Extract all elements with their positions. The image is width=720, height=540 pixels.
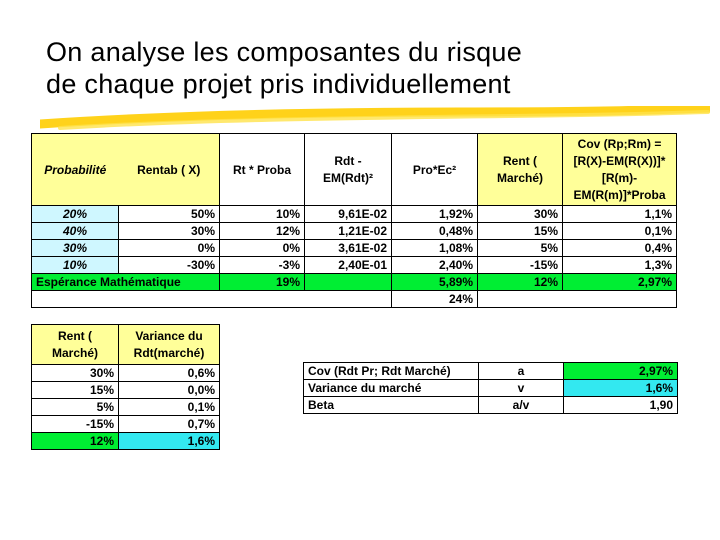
- cell-proec: 1,08%: [392, 240, 478, 257]
- cell-proba: 10%: [32, 257, 119, 274]
- header-rent-marche: Rent ( Marché): [32, 325, 119, 365]
- expectation-rtproba: 19%: [220, 274, 305, 291]
- cell-cov: 0,1%: [563, 223, 677, 240]
- cell-rentm: -15%: [32, 416, 119, 433]
- cell-rentab: 50%: [119, 206, 220, 223]
- header-rdt-ecart: Rdt - EM(Rdt)²: [305, 134, 392, 206]
- expectation-rentm: 12%: [478, 274, 563, 291]
- cell-rentab: 30%: [119, 223, 220, 240]
- cell-proba: 40%: [32, 223, 119, 240]
- cell-proba: 20%: [32, 206, 119, 223]
- title-line-2: de chaque projet pris individuellement: [46, 69, 511, 99]
- cell-symbol: a/v: [479, 397, 564, 414]
- header-rent-marche: Rent ( Marché): [478, 134, 563, 206]
- beta-table: [303, 362, 678, 414]
- cell-rtproba: 12%: [220, 223, 305, 240]
- cell-label: Cov (Rdt Pr; Rdt Marché): [304, 363, 479, 380]
- cell-rdt: 1,21E-02: [305, 223, 392, 240]
- table-row: [32, 399, 220, 416]
- expectation-rdt-empty: [305, 274, 392, 291]
- table-row: [32, 223, 677, 240]
- stddev-value: 24%: [392, 291, 478, 308]
- table-row: [32, 416, 220, 433]
- risk-components-table: [31, 133, 677, 308]
- cell-proec: 1,92%: [392, 206, 478, 223]
- table-row: [32, 257, 677, 274]
- cell-label: Variance du marché: [304, 380, 479, 397]
- cell-value: 1,90: [564, 397, 678, 414]
- table-row: [304, 380, 678, 397]
- cell-rdt: 2,40E-01: [305, 257, 392, 274]
- summary-row: [32, 433, 220, 450]
- cell-rdt: 3,61E-02: [305, 240, 392, 257]
- table-row: [32, 240, 677, 257]
- table-row: [304, 397, 678, 414]
- header-rentab: Rentab ( X): [119, 134, 220, 206]
- stddev-row: [32, 291, 677, 308]
- cell-variance: 0,1%: [119, 399, 220, 416]
- table-header-row: [32, 325, 220, 365]
- header-variance-rdt: Variance du Rdt(marché): [119, 325, 220, 365]
- cell-rtproba: 0%: [220, 240, 305, 257]
- expectation-label: Espérance Mathématique: [32, 274, 220, 291]
- summary-variance: 1,6%: [119, 433, 220, 450]
- cell-symbol: a: [479, 363, 564, 380]
- expectation-proec: 5,89%: [392, 274, 478, 291]
- cell-variance: 0,0%: [119, 382, 220, 399]
- cell-rentm: 5%: [32, 399, 119, 416]
- expectation-cov: 2,97%: [563, 274, 677, 291]
- header-pro-ec: Pro*Ec²: [392, 134, 478, 206]
- header-rt-proba: Rt * Proba: [220, 134, 305, 206]
- header-probabilite: Probabilité: [32, 134, 119, 206]
- table-row: [32, 382, 220, 399]
- cell-rentab: -30%: [119, 257, 220, 274]
- cell-proec: 0,48%: [392, 223, 478, 240]
- cell-label: Beta: [304, 397, 479, 414]
- cell-cov: 1,3%: [563, 257, 677, 274]
- table-row: [32, 206, 677, 223]
- cell-symbol: v: [479, 380, 564, 397]
- expectation-row: [32, 274, 677, 291]
- title-underline-decoration: [40, 106, 710, 132]
- cell-rentm: 15%: [32, 382, 119, 399]
- cell-cov: 1,1%: [563, 206, 677, 223]
- cell-rentm: 30%: [32, 365, 119, 382]
- cell-rentm: 30%: [478, 206, 563, 223]
- cell-proba: 30%: [32, 240, 119, 257]
- cell-rtproba: -3%: [220, 257, 305, 274]
- cell-proec: 2,40%: [392, 257, 478, 274]
- table-header-row: [32, 134, 677, 206]
- cell-variance: 0,7%: [119, 416, 220, 433]
- slide-title: [46, 36, 522, 100]
- cell-rtproba: 10%: [220, 206, 305, 223]
- cell-variance: 0,6%: [119, 365, 220, 382]
- cell-rdt: 9,61E-02: [305, 206, 392, 223]
- cell-cov: 0,4%: [563, 240, 677, 257]
- cell-rentm: 5%: [478, 240, 563, 257]
- table-row: [304, 363, 678, 380]
- cell-value: 2,97%: [564, 363, 678, 380]
- title-line-1: On analyse les composantes du risque: [46, 37, 523, 67]
- summary-rentm: 12%: [32, 433, 119, 450]
- cell-rentm: 15%: [478, 223, 563, 240]
- market-variance-table: [31, 324, 220, 450]
- cell-rentm: -15%: [478, 257, 563, 274]
- header-covariance: Cov (Rp;Rm) = [R(X)-EM(R(X))]*[R(m)-EM(R(m)]*Proba: [563, 134, 677, 206]
- cell-value: 1,6%: [564, 380, 678, 397]
- cell-rentab: 0%: [119, 240, 220, 257]
- table-row: [32, 365, 220, 382]
